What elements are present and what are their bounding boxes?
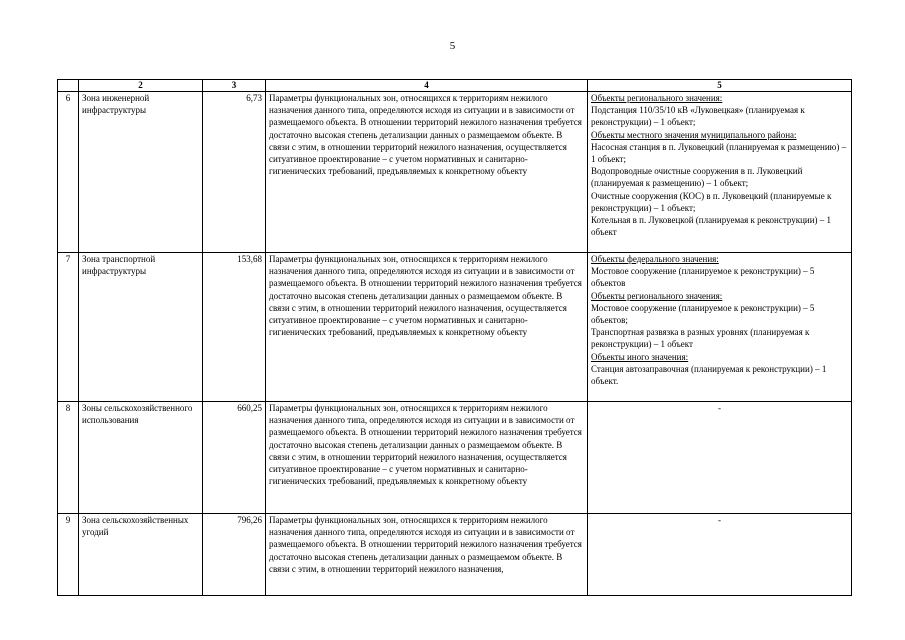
zone-objects (588, 92, 852, 253)
zone-parameters: Параметры функциональных зон, относящихся к территориям нежилого назначения данного типа, определяются исходя из ситуации и в зависимости от размещаемого объекта. В отношении территорий нежилого назначения требуется достаточно высокая степень детализации данных о размещаемом объекте. В связи с этим, в отношении территорий нежилого назначения, осуществляется ситуативное проектирование – с учетом нормативных и санитарно-гигиенических требований, предъявляемых к конкретному объекту (266, 402, 588, 514)
objects-category-heading: Объекты регионального значения: (591, 290, 723, 301)
zone-name: Зоны сельскохозяйственного использования (79, 402, 203, 514)
table-row (58, 92, 852, 253)
object-entry: Станция автозаправочная (планируемая к реконструкции) – 1 объект. (591, 363, 827, 387)
page-number: 5 (449, 40, 456, 52)
row-number: 9 (58, 514, 79, 596)
zone-name: Зона транспортной инфраструктуры (79, 253, 203, 402)
header-cell: 3 (203, 80, 266, 92)
zone-area: 660,25 (203, 402, 266, 514)
table-header-row (58, 80, 852, 92)
table-row (58, 514, 852, 596)
zone-parameters: Параметры функциональных зон, относящихся к территориям нежилого назначения данного типа, определяются исходя из ситуации и в зависимости от размещаемого объекта. В отношении территорий нежилого назначения требуется достаточно высокая степень детализации данных о размещаемом объекте. В связи с этим, в отношении территорий нежилого назначения, (266, 514, 588, 596)
row-number: 7 (58, 253, 79, 402)
zone-objects-empty: - (588, 402, 852, 514)
zone-parameters: Параметры функциональных зон, относящихся к территориям нежилого назначения данного типа, определяются исходя из ситуации и в зависимости от размещаемого объекта. В отношении территорий нежилого назначения требуется достаточно высокая степень детализации данных о размещаемом объекте. В связи с этим, в отношении территорий нежилого назначения, осуществляется ситуативное проектирование – с учетом нормативных и санитарно-гигиенических требований, предъявляемых к конкретному объекту (266, 92, 588, 253)
object-entry: Мостовое сооружение (планируемое к реконструкции) – 5 объектов (591, 266, 815, 289)
header-cell: 5 (588, 80, 852, 92)
objects-category-heading: Объекты федерального значения: (591, 254, 719, 264)
zone-objects (588, 253, 852, 402)
table-row (58, 402, 852, 514)
zone-parameters: Параметры функциональных зон, относящихся к территориям нежилого назначения данного типа, определяются исходя из ситуации и в зависимости от размещаемого объекта. В отношении территорий нежилого назначения требуется достаточно высокая степень детализации данных о размещаемом объекте. В связи с этим, в отношении территорий нежилого назначения, осуществляется ситуативное проектирование – с учетом нормативных и санитарно-гигиенических требований, предъявляемых к конкретному объекту (266, 253, 588, 402)
object-entry: Транспортная развязка в разных уровнях (планируемая к реконструкции) – 1 объект (591, 327, 810, 350)
zone-objects-empty: - (588, 514, 852, 596)
objects-category-heading: Объекты иного значения: (591, 351, 689, 362)
header-cell: 2 (79, 80, 203, 92)
zones-table (57, 79, 852, 596)
zone-area: 153,68 (203, 253, 266, 402)
object-entry: Насосная станция в п. Луковецкий (планируемая к размещению) – 1 объект; (591, 141, 847, 165)
object-entry: Мостовое сооружение (планируемое к реконструкции) – 5 объектов; (591, 302, 815, 326)
header-cell: 4 (266, 80, 588, 92)
zone-area: 796,26 (203, 514, 266, 596)
objects-category-heading: Объекты местного значения муниципального района: (591, 129, 797, 140)
objects-category-heading: Объекты регионального значения: (591, 93, 723, 103)
object-entry: Очистные сооружения (КОС) в п. Луковецкий (планируемые к реконструкции) – 1 объект; (591, 190, 832, 213)
object-entry: Водопроводные очистные сооружения в п. Луковецкий (планируемая к размещению) – 1 объект; (591, 166, 803, 189)
object-entry: Котельная в п. Луковецкой (планируемая к реконструкции) – 1 объект (591, 215, 832, 238)
header-cell (58, 80, 79, 92)
row-number: 8 (58, 402, 79, 514)
table-row (58, 253, 852, 402)
zone-area: 6,73 (203, 92, 266, 253)
zone-name: Зона сельскохозяйственных угодий (79, 514, 203, 596)
row-number: 6 (58, 92, 79, 253)
object-entry: Подстанция 110/35/10 кВ «Луковецкая» (планируемая к реконструкции) – 1 объект; (591, 105, 805, 128)
zone-name: Зона инженерной инфраструктуры (79, 92, 203, 253)
